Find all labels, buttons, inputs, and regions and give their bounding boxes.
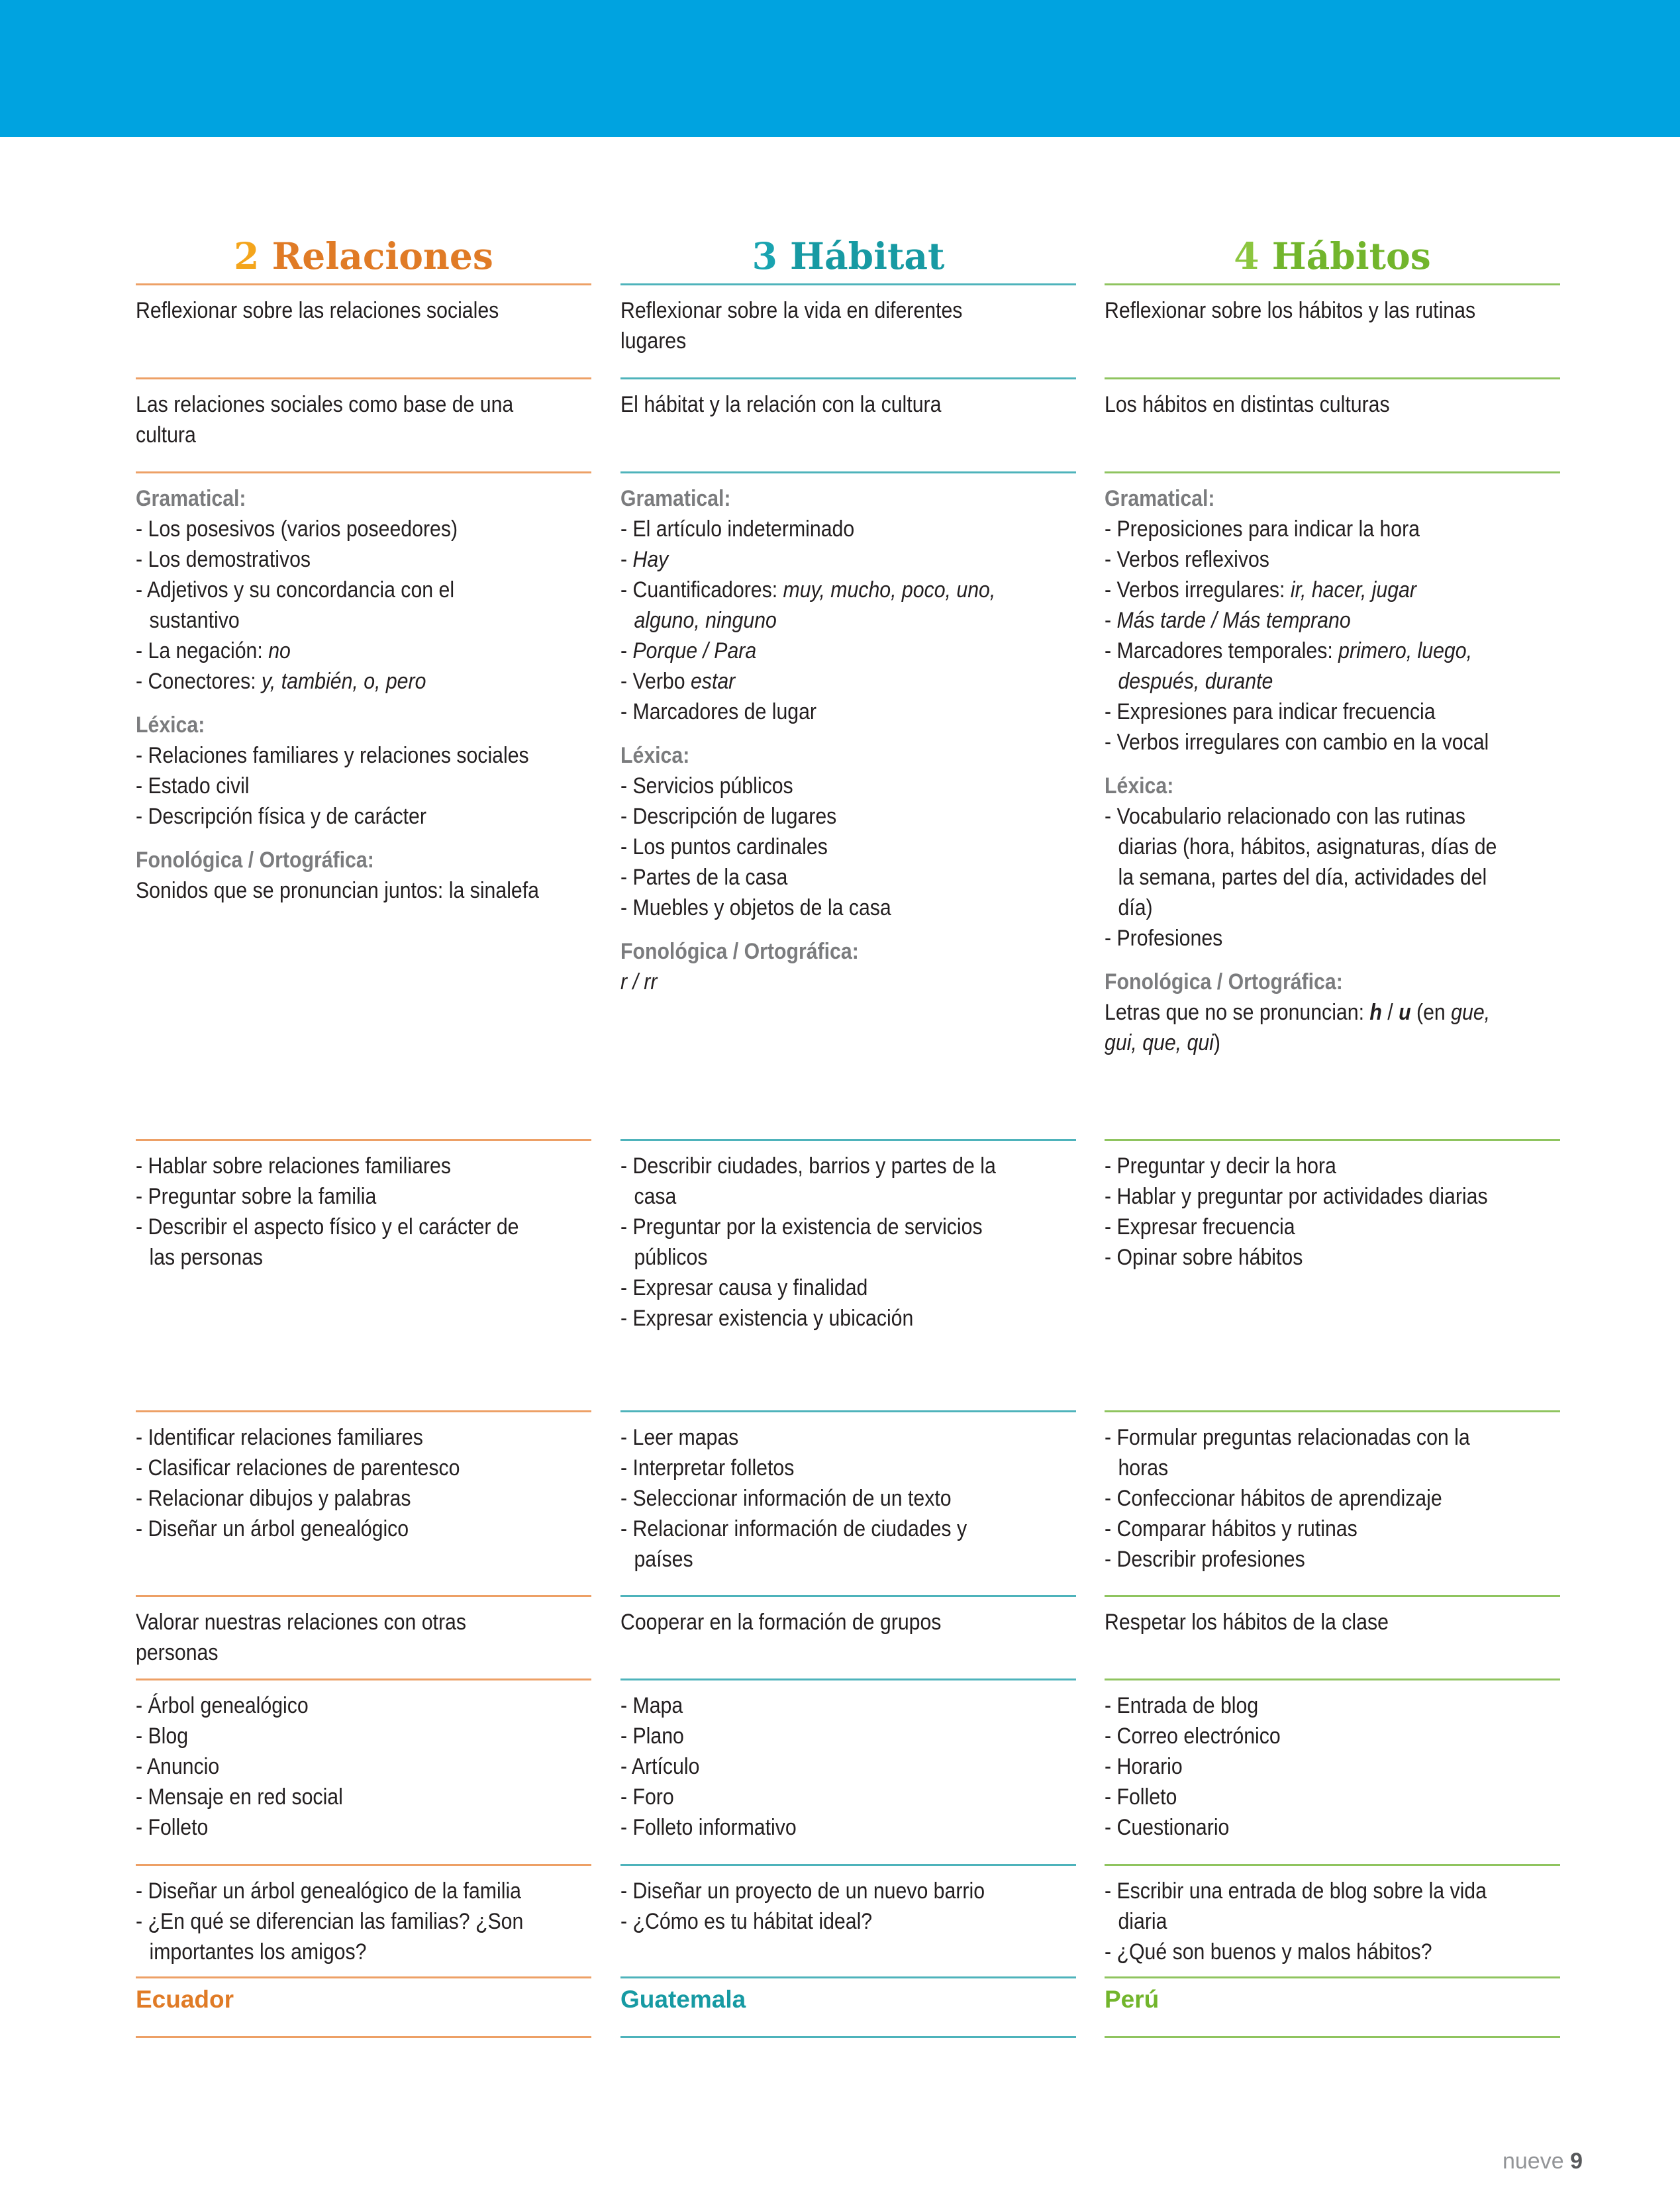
list-item: - Preguntar y decir la hora <box>1105 1153 1336 1179</box>
skills-cell <box>136 1422 541 1544</box>
communication-cell <box>1105 1151 1510 1273</box>
list-item: - Hablar y preguntar por actividades diarias <box>1105 1184 1488 1209</box>
list-item: - Describir ciudades, barrios y partes de la casa <box>620 1153 996 1209</box>
list-item: - Expresar causa y finalidad <box>620 1275 868 1300</box>
list-item: - Blog <box>136 1724 189 1749</box>
values-cell <box>1105 1607 1510 1637</box>
list-item: - Interpretar folletos <box>620 1455 795 1481</box>
project-cell <box>1105 1876 1510 1967</box>
list-item: - Folleto <box>1105 1784 1177 1810</box>
theme-cell <box>1105 389 1510 420</box>
list-item: - Mapa <box>620 1693 683 1718</box>
list-item: - ¿Cómo es tu hábitat ideal? <box>620 1909 873 1934</box>
list-item: - Identificar relaciones familiares <box>136 1425 423 1450</box>
list-item: - Partes de la casa <box>620 865 788 890</box>
text-line: Los hábitos en distintas culturas <box>1105 392 1390 417</box>
project-cell <box>620 1876 1026 1937</box>
list-item: - Clasificar relaciones de parentesco <box>136 1455 460 1481</box>
list-item: - Artículo <box>620 1754 700 1779</box>
objective-cell <box>1105 295 1510 326</box>
text-line: Valorar nuestras relaciones con otras personas <box>136 1610 466 1665</box>
list-item: - Relaciones familiares y relaciones sociales <box>136 743 529 768</box>
values-cell <box>136 1607 541 1668</box>
text-line: Letras que no se pronuncian: h / u (en gue, gui, que, qui) <box>1105 1000 1491 1055</box>
list-item: - Descripción de lugares <box>620 804 837 829</box>
list-item: - Porque / Para <box>620 638 757 663</box>
section-heading: Léxica: <box>1105 773 1174 799</box>
divider-rule <box>620 1595 1076 1597</box>
list-item: - Hablar sobre relaciones familiares <box>136 1153 451 1179</box>
text-line: Cooperar en la formación de grupos <box>620 1610 942 1635</box>
unit-name: Hábitat <box>790 234 945 277</box>
section-heading: Gramatical: <box>136 486 246 511</box>
list-item: - Preguntar por la existencia de servicios públicos <box>620 1214 983 1270</box>
list-item: - Opinar sobre hábitos <box>1105 1245 1303 1270</box>
list-item: - Adjetivos y su concordancia con el sustantivo <box>136 577 455 633</box>
page-number <box>1483 2148 1583 2174</box>
objective-cell <box>136 295 541 326</box>
unit-title <box>1105 226 1560 286</box>
list-item: - Expresiones para indicar frecuencia <box>1105 699 1436 724</box>
list-item: - Los puntos cardinales <box>620 834 828 859</box>
list-item: - Seleccionar información de un texto <box>620 1486 952 1511</box>
communication-cell <box>620 1151 1026 1334</box>
divider-rule <box>620 1410 1076 1412</box>
list-item: - Foro <box>620 1784 674 1810</box>
list-item: - Muebles y objetos de la casa <box>620 895 891 920</box>
list-item: - Árbol genealógico <box>136 1693 309 1718</box>
list-item: - Leer mapas <box>620 1425 739 1450</box>
list-item: - Servicios públicos <box>620 773 793 799</box>
list-item: - Mensaje en red social <box>136 1784 343 1810</box>
section-heading: Gramatical: <box>1105 486 1215 511</box>
divider-rule <box>1105 1678 1560 1680</box>
list-item: - Diseñar un árbol genealógico <box>136 1516 409 1541</box>
list-item: - Marcadores de lugar <box>620 699 817 724</box>
list-item: - Verbos irregulares con cambio en la vocal <box>1105 730 1489 755</box>
theme-cell <box>620 389 1026 420</box>
list-item: - Verbos reflexivos <box>1105 547 1269 572</box>
section-heading: Fonológica / Ortográfica: <box>136 848 374 873</box>
text-line: Respetar los hábitos de la clase <box>1105 1610 1389 1635</box>
divider-rule <box>136 1864 591 1866</box>
divider-rule <box>620 377 1076 379</box>
list-item: - Formular preguntas relacionadas con la horas <box>1105 1425 1470 1481</box>
list-item: - Describir profesiones <box>1105 1547 1305 1572</box>
divider-rule <box>136 283 591 285</box>
divider-rule <box>136 1678 591 1680</box>
list-item: - La negación: no <box>136 638 291 663</box>
content-cell <box>136 483 541 906</box>
text-line: Reflexionar sobre la vida en diferentes lugares <box>620 298 963 354</box>
divider-rule <box>1105 1595 1560 1597</box>
list-item: - Cuestionario <box>1105 1815 1230 1840</box>
list-item: - Estado civil <box>136 773 250 799</box>
divider-rule <box>1105 377 1560 379</box>
list-item: - Escribir una entrada de blog sobre la vida diaria <box>1105 1878 1487 1934</box>
list-item: - Marcadores temporales: primero, luego, después, durante <box>1105 638 1472 694</box>
list-item: - Más tarde / Más temprano <box>1105 608 1351 633</box>
section-heading: Gramatical: <box>620 486 731 511</box>
list-item: - El artículo indeterminado <box>620 516 855 542</box>
divider-rule <box>1105 1864 1560 1866</box>
country-label: Ecuador <box>136 1986 234 2013</box>
list-item: - Folleto <box>136 1815 209 1840</box>
section-heading: Fonológica / Ortográfica: <box>620 939 859 964</box>
list-item: - Conectores: y, también, o, pero <box>136 669 426 694</box>
text-types-cell <box>620 1690 1026 1843</box>
divider-rule <box>620 1864 1076 1866</box>
list-item: - Relacionar información de ciudades y países <box>620 1516 967 1572</box>
list-item: - Horario <box>1105 1754 1183 1779</box>
content-cell <box>620 483 1026 997</box>
list-item: - Describir el aspecto físico y el carácter de las personas <box>136 1214 519 1270</box>
project-cell <box>136 1876 541 1967</box>
divider-rule <box>1105 283 1560 285</box>
divider-rule <box>136 1976 591 1978</box>
list-item: - Los demostrativos <box>136 547 311 572</box>
divider-rule <box>136 1139 591 1141</box>
text-line: Las relaciones sociales como base de una cultura <box>136 392 514 448</box>
divider-rule <box>1105 471 1560 473</box>
list-item: - Expresar frecuencia <box>1105 1214 1295 1240</box>
list-item: - Los posesivos (varios poseedores) <box>136 516 458 542</box>
skills-cell <box>1105 1422 1510 1575</box>
skills-cell <box>620 1422 1026 1575</box>
unit-number: 2 <box>234 234 260 277</box>
divider-rule <box>1105 2036 1560 2038</box>
list-item: - Preguntar sobre la familia <box>136 1184 377 1209</box>
values-cell <box>620 1607 1026 1637</box>
divider-rule <box>620 1678 1076 1680</box>
unit-number: 4 <box>1234 234 1260 277</box>
divider-rule <box>136 377 591 379</box>
text-line: r / rr <box>620 969 658 995</box>
unit-number: 3 <box>752 234 777 277</box>
list-item: - ¿En qué se diferencian las familias? ¿Son importantes los amigos? <box>136 1909 524 1965</box>
content-cell <box>1105 483 1510 1058</box>
list-item: - Descripción física y de carácter <box>136 804 426 829</box>
country-label: Guatemala <box>620 1986 746 2013</box>
divider-rule <box>1105 1410 1560 1412</box>
divider-rule <box>1105 1139 1560 1141</box>
unit-name: Hábitos <box>1271 234 1431 277</box>
list-item: - Vocabulario relacionado con las rutinas diarias (hora, hábitos, asignaturas, días de la semana, partes del día, actividades del día) <box>1105 804 1497 920</box>
list-item: - Plano <box>620 1724 684 1749</box>
list-item: - Anuncio <box>136 1754 220 1779</box>
divider-rule <box>620 1139 1076 1141</box>
list-item: - Verbos irregulares: ir, hacer, jugar <box>1105 577 1416 603</box>
list-item: - Folleto informativo <box>620 1815 797 1840</box>
text-types-cell <box>136 1690 541 1843</box>
divider-rule <box>136 1410 591 1412</box>
divider-rule <box>136 1595 591 1597</box>
list-item: - Comparar hábitos y rutinas <box>1105 1516 1358 1541</box>
divider-rule <box>1105 1976 1560 1978</box>
list-item: - Entrada de blog <box>1105 1693 1259 1718</box>
list-item: - ¿Qué son buenos y malos hábitos? <box>1105 1939 1432 1965</box>
objective-cell <box>620 295 1026 356</box>
list-item: - Verbo estar <box>620 669 736 694</box>
divider-rule <box>136 471 591 473</box>
list-item: - Hay <box>620 547 669 572</box>
list-item: - Diseñar un proyecto de un nuevo barrio <box>620 1878 985 1904</box>
communication-cell <box>136 1151 541 1273</box>
section-heading: Fonológica / Ortográfica: <box>1105 969 1343 995</box>
divider-rule <box>620 283 1076 285</box>
list-item: - Correo electrónico <box>1105 1724 1281 1749</box>
divider-rule <box>620 471 1076 473</box>
text-line: Reflexionar sobre las relaciones sociales <box>136 298 499 323</box>
list-item: - Expresar existencia y ubicación <box>620 1306 914 1331</box>
list-item: - Profesiones <box>1105 926 1223 951</box>
text-line: Reflexionar sobre los hábitos y las rutinas <box>1105 298 1476 323</box>
page-number-word: nueve <box>1502 2149 1564 2174</box>
list-item: - Cuantificadores: muy, mucho, poco, uno, alguno, ninguno <box>620 577 996 633</box>
list-item: - Relacionar dibujos y palabras <box>136 1486 411 1511</box>
divider-rule <box>620 2036 1076 2038</box>
text-line: El hábitat y la relación con la cultura <box>620 392 942 417</box>
list-item: - Preposiciones para indicar la hora <box>1105 516 1420 542</box>
list-item: - Confeccionar hábitos de aprendizaje <box>1105 1486 1442 1511</box>
theme-cell <box>136 389 541 450</box>
unit-title <box>136 226 591 286</box>
page-number-digit: 9 <box>1570 2149 1583 2174</box>
section-heading: Léxica: <box>136 712 205 738</box>
text-types-cell <box>1105 1690 1510 1843</box>
divider-rule <box>620 1976 1076 1978</box>
country-label: Perú <box>1105 1986 1160 2013</box>
unit-name: Relaciones <box>272 234 493 277</box>
top-color-band <box>0 0 1680 137</box>
text-line: Sonidos que se pronuncian juntos: la sinalefa <box>136 878 539 903</box>
divider-rule <box>136 2036 591 2038</box>
section-heading: Léxica: <box>620 743 690 768</box>
list-item: - Diseñar un árbol genealógico de la familia <box>136 1878 522 1904</box>
unit-title <box>620 226 1076 286</box>
